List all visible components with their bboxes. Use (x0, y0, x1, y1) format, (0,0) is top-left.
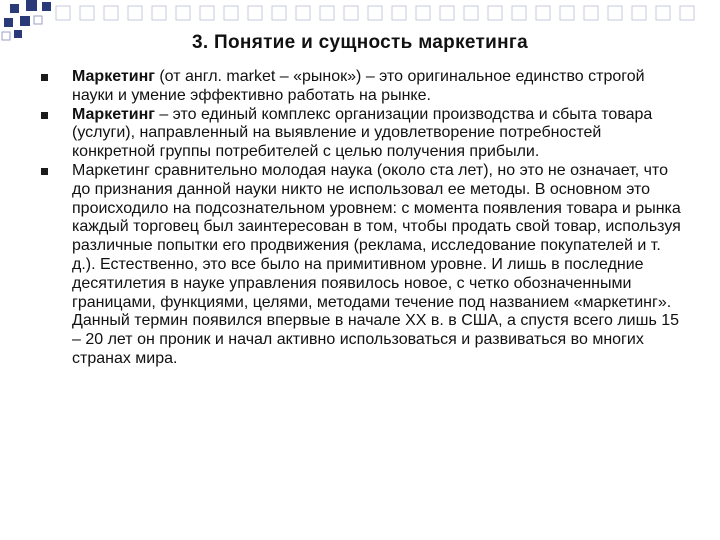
square-bullet-icon (41, 168, 48, 175)
slide-title: 3. Понятие и сущность маркетинга (192, 32, 528, 53)
bullet-item (38, 106, 688, 162)
bullet-text: (от англ. market – «рынок») – это оригинальное единство строгой науки и умение эффективно работать на рынке. (72, 68, 645, 104)
bullet-text: – это единый комплекс организации производства и сбыта товара (услуги), направленный на выявление и удовлетворение потребностей конкретной группы потребителей с целью получения прибыли. (72, 105, 653, 161)
bullet-term: Маркетинг (72, 68, 155, 85)
bullet-item (38, 162, 688, 369)
bullet-item (38, 68, 688, 106)
bullet-term: Маркетинг (72, 105, 155, 123)
square-bullet-icon (41, 74, 48, 81)
bullet-text: Маркетинг сравнительно молодая наука (около ста лет), но это не означает, что до признания данной науки никто не использовал ее методы. В основном это происходило на подсознательном уровнем: с момента появления товара и рынка каждый торговец был заинтересован в том, чтобы продать свой товар, используя различные попытки его продвижения (реклама, исследование покупателей и т. д.). Естественно, это все было на примитивном уровне. И лишь в последние десятилетия в науке управления появилось новое, с четко обозначенными границами, функциями, целями, методами течение под названием «маркетинг». Данный термин появился впервые в начале XX в. в США, а спустя всего лишь 15 – 20 лет он проник и начал активно использоваться и развиваться во многих странах мира. (72, 161, 681, 367)
bullet-list (38, 68, 688, 369)
square-bullet-icon (41, 112, 48, 119)
